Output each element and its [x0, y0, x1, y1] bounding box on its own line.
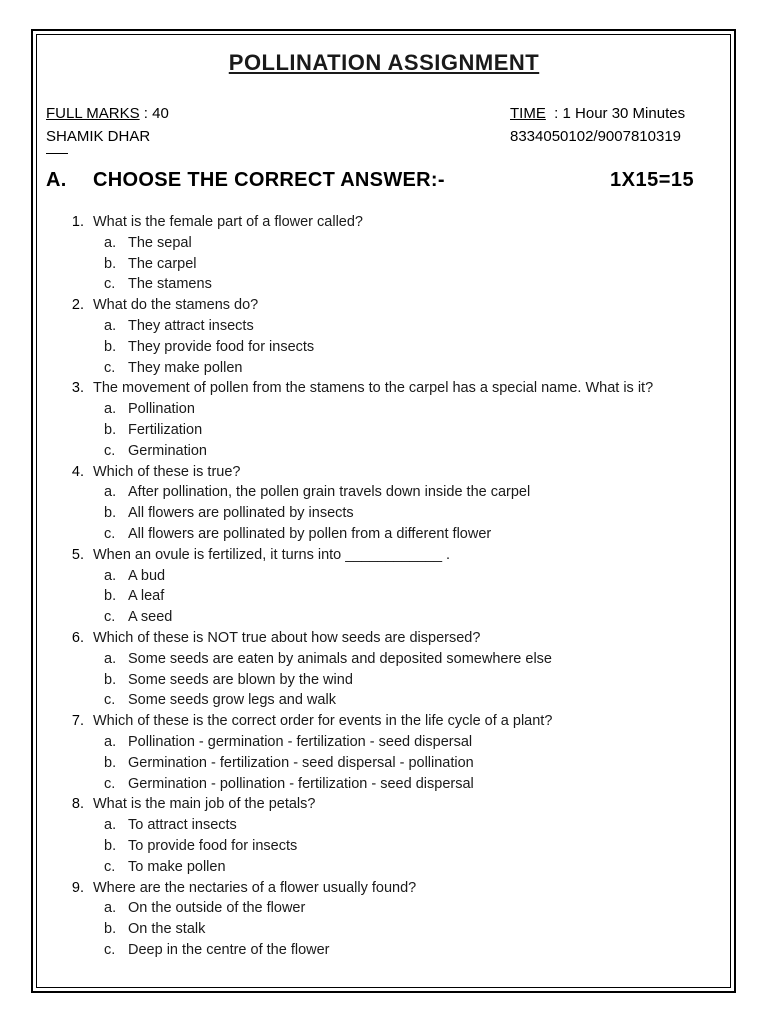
option-letter: a.	[104, 484, 117, 501]
question-number: 5.	[71, 546, 84, 563]
option-text: A leaf	[128, 588, 165, 605]
option-letter: a.	[104, 401, 117, 418]
question-text: Which of these is true?	[93, 463, 241, 480]
question-text: What is the female part of a flower called?	[93, 214, 363, 230]
question-text: Where are the nectaries of a flower usually found?	[93, 879, 417, 896]
option-text: After pollination, the pollen grain travels down inside the carpel	[128, 484, 531, 501]
answer-option	[0, 857, 768, 878]
answer-option	[0, 649, 768, 670]
option-text: Some seeds grow legs and walk	[128, 692, 336, 709]
answer-option	[0, 815, 768, 836]
answer-option	[0, 940, 768, 961]
answer-option	[0, 898, 768, 919]
option-letter: b.	[104, 837, 117, 854]
option-text: All flowers are pollinated by insects	[128, 505, 354, 522]
option-text: Germination - pollination - fertilization - seed dispersal	[128, 775, 474, 792]
option-letter: c.	[104, 775, 116, 792]
question-number: 8.	[71, 796, 84, 813]
option-letter: c.	[104, 359, 116, 376]
question-number: 2.	[71, 297, 84, 314]
answer-option	[0, 358, 768, 379]
option-text: All flowers are pollinated by pollen from a different flower	[128, 525, 492, 542]
answer-option	[0, 254, 768, 275]
full-marks-label: FULL MARKS	[46, 105, 140, 122]
option-letter: a.	[104, 650, 117, 667]
option-text: On the outside of the flower	[128, 900, 306, 917]
question-number: 3.	[71, 380, 84, 397]
full-marks-value: : 40	[139, 105, 169, 122]
option-text: Germination - fertilization - seed dispersal - pollination	[128, 754, 474, 771]
answer-option	[0, 524, 768, 545]
answer-option	[0, 774, 768, 795]
option-text: They attract insects	[128, 317, 254, 334]
question-number: 9.	[71, 879, 84, 896]
answer-option	[0, 233, 768, 254]
time-allowed	[510, 105, 685, 122]
time-value: : 1 Hour 30 Minutes	[545, 105, 686, 122]
option-text: Germination	[128, 442, 207, 459]
option-text: To attract insects	[128, 817, 237, 834]
option-text: A bud	[128, 567, 166, 584]
question-item	[0, 295, 768, 316]
answer-option	[0, 690, 768, 711]
answer-option	[0, 586, 768, 607]
section-letter: A.	[46, 169, 67, 191]
option-letter: b.	[104, 754, 117, 771]
question-number: 6.	[71, 629, 84, 646]
question-text: What is the main job of the petals?	[93, 796, 316, 813]
time-label: TIME	[510, 105, 546, 122]
option-text: The stamens	[128, 276, 212, 293]
answer-option	[0, 399, 768, 420]
option-letter: a.	[104, 817, 117, 834]
option-text: To make pollen	[128, 858, 226, 875]
option-text: Pollination - germination - fertilization - seed dispersal	[128, 733, 473, 750]
answer-option	[0, 607, 768, 628]
option-text: To provide food for insects	[128, 837, 298, 854]
option-letter: b.	[104, 588, 117, 605]
answer-option	[0, 420, 768, 441]
answer-option	[0, 753, 768, 774]
answer-option	[0, 836, 768, 857]
answer-option	[0, 337, 768, 358]
answer-option	[0, 503, 768, 524]
answer-option	[0, 441, 768, 462]
option-text: They provide food for insects	[128, 338, 315, 355]
option-text: The carpel	[128, 255, 197, 272]
answer-option	[0, 732, 768, 753]
section-heading	[46, 169, 445, 192]
question-item	[0, 794, 768, 815]
answer-option	[0, 274, 768, 295]
question-item	[0, 628, 768, 649]
option-text: On the stalk	[128, 921, 206, 938]
option-text: Some seeds are eaten by animals and deposited somewhere else	[128, 650, 552, 667]
question-text: What do the stamens do?	[93, 297, 259, 314]
question-text: Which of these is NOT true about how seeds are dispersed?	[93, 629, 481, 646]
question-item	[0, 545, 768, 566]
question-text: When an ovule is fertilized, it turns into ____________ .	[93, 546, 451, 563]
option-letter: b.	[104, 505, 117, 522]
option-letter: a.	[104, 900, 117, 917]
option-letter: b.	[104, 421, 117, 438]
question-item	[0, 878, 768, 899]
answer-option	[0, 316, 768, 337]
question-item	[0, 212, 768, 233]
option-text: Some seeds are blown by the wind	[128, 671, 353, 688]
option-letter: a.	[104, 733, 117, 750]
option-letter: a.	[104, 234, 117, 251]
answer-option	[0, 670, 768, 691]
question-text: Which of these is the correct order for events in the life cycle of a plant?	[93, 713, 553, 730]
answer-option	[0, 482, 768, 503]
full-marks	[46, 105, 169, 122]
question-item	[0, 462, 768, 483]
option-letter: a.	[104, 567, 117, 584]
answer-option	[0, 566, 768, 587]
question-item	[0, 711, 768, 732]
option-letter: c.	[104, 941, 116, 958]
option-letter: c.	[104, 276, 116, 293]
option-letter: a.	[104, 317, 117, 334]
option-letter: b.	[104, 921, 117, 938]
option-letter: b.	[104, 671, 117, 688]
question-number: 7.	[71, 713, 84, 730]
section-marks: 1X15=15	[610, 169, 695, 191]
answer-option	[0, 919, 768, 940]
question-number: 1.	[71, 214, 84, 230]
author-name: SHAMIK DHAR	[46, 128, 151, 145]
question-text: The movement of pollen from the stamens to the carpel has a special name. What is it?	[93, 380, 654, 397]
option-letter: c.	[104, 692, 116, 709]
section-title: CHOOSE THE CORRECT ANSWER:-	[93, 169, 445, 191]
option-letter: b.	[104, 338, 117, 355]
question-number: 4.	[71, 463, 84, 480]
question-list	[0, 212, 768, 961]
option-letter: b.	[104, 255, 117, 272]
header-divider	[46, 153, 68, 154]
option-text: Pollination	[128, 401, 195, 418]
option-text: They make pollen	[128, 359, 243, 376]
page-title: POLLINATION ASSIGNMENT	[228, 50, 540, 75]
option-letter: c.	[104, 858, 116, 875]
option-letter: c.	[104, 442, 116, 459]
option-letter: c.	[104, 609, 116, 626]
phone-number: 8334050102/9007810319	[510, 128, 682, 145]
option-letter: c.	[104, 525, 116, 542]
option-text: Fertilization	[128, 421, 203, 438]
question-item	[0, 378, 768, 399]
option-text: Deep in the centre of the flower	[128, 941, 330, 958]
option-text: The sepal	[128, 234, 192, 251]
option-text: A seed	[128, 609, 173, 626]
